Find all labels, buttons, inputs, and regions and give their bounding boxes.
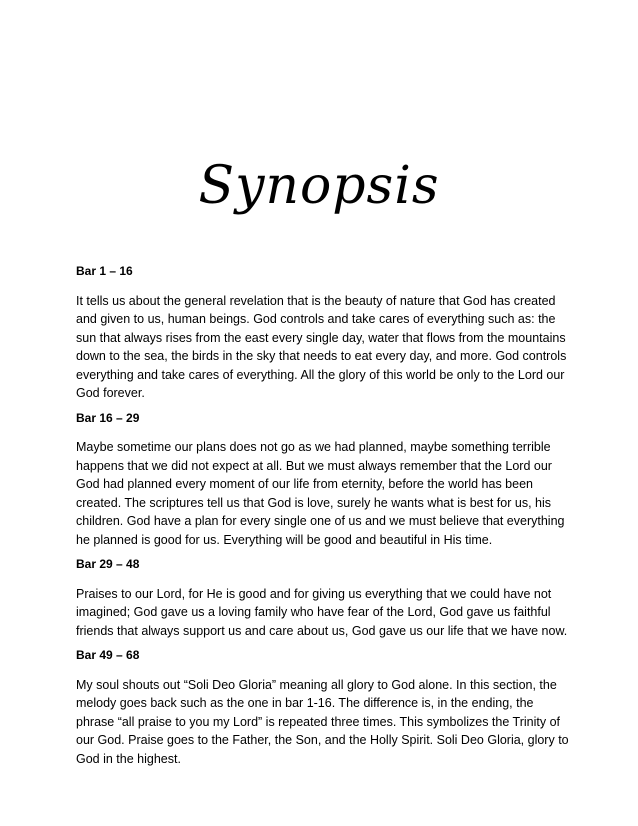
document-body [76,262,574,774]
section-heading: Bar 1 – 16 [76,264,133,278]
section-heading: Bar 16 – 29 [76,410,140,425]
section-paragraph: Maybe sometime our plans does not go as we had planned, maybe something terrible happens that we did not expect at all. But we must always remember that the Lord our God had planned every moment of our life from eternity, before the world has been created. The scriptures tell us that God is love, surely he wants what is best for us, his children. God have a plan for every single one of us and we must believe that everything he planned is good for us. Everything will be good and beautiful in His time. [76,440,565,547]
section-paragraph: It tells us about the general revelation that is the beauty of nature that God has created and given to us, human beings. God controls and take cares of everything such as: the sun that always rises from the east every single day, water that flows from the mountains down to the sea, the birds in the sky that needs to eat every day, and more. God controls everything and take cares of everything. All the glory of this world be only to the Lord our God forever. [76,293,567,400]
section-paragraph: My soul shouts out “Soli Deo Gloria” meaning all glory to God alone. In this section, the melody goes back such as the one in bar 1-16. The difference is, in the ending, the phrase “all praise to you my Lord” is repeated three times. This symbolizes the Trinity of our God. Praise goes to the Father, the Son, and the Holly Spirit. Soli Deo Gloria, glory to God in the highest. [76,677,569,766]
section-paragraph: Praises to our Lord, for He is good and for giving us everything that we could have not imagined; God gave us a loving family who have fear of the Lord, God gave us faithful friends that always support us and care about us, God gave us our life that we have now. [76,586,568,638]
page-title: Synopsis [198,156,440,216]
section-bar-16-29 [76,409,574,550]
section-bar-1-16 [76,262,574,403]
section-heading: Bar 49 – 68 [76,648,140,662]
section-bar-29-48 [76,555,574,640]
section-bar-49-68 [76,646,574,768]
section-heading: Bar 29 – 48 [76,557,140,571]
